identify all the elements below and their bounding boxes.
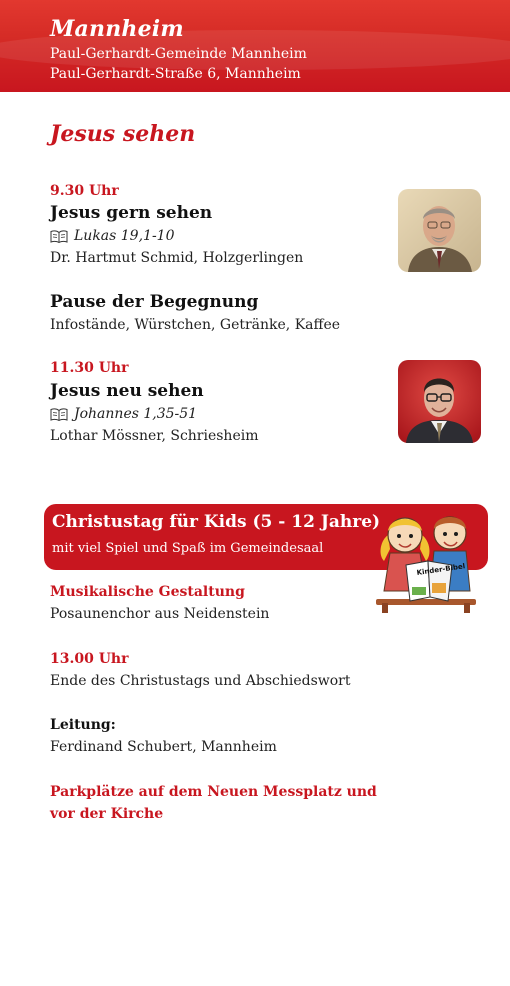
kids-subtitle: mit viel Spiel und Spaß im Gemeindesaal bbox=[52, 541, 324, 556]
book-icon bbox=[50, 230, 68, 243]
kids-illustration bbox=[370, 505, 482, 615]
talk-2-speaker: Lothar Mössner, Schriesheim bbox=[50, 428, 259, 444]
talk-1-reference-text: Lukas 19,1-10 bbox=[74, 228, 175, 244]
parking-line-2: vor der Kirche bbox=[50, 806, 164, 822]
kids-title: Christustag für Kids (5 - 12 Jahre) bbox=[52, 512, 381, 532]
talk-2-title: Jesus neu sehen bbox=[50, 381, 204, 401]
pause-title: Pause der Begegnung bbox=[50, 292, 259, 312]
leitung-label: Leitung: bbox=[50, 717, 116, 733]
book-icon bbox=[50, 408, 68, 421]
header-church-name: Paul-Gerhardt-Gemeinde Mannheim bbox=[50, 46, 307, 62]
talk-1-time: 9.30 Uhr bbox=[50, 183, 119, 199]
speaker-1-photo bbox=[398, 189, 481, 272]
closing-time: 13.00 Uhr bbox=[50, 651, 129, 667]
talk-1-reference bbox=[50, 228, 175, 244]
talk-2-reference-text: Johannes 1,35-51 bbox=[74, 406, 198, 422]
talk-1-title: Jesus gern sehen bbox=[50, 203, 213, 223]
pause-text: Infostände, Würstchen, Getränke, Kaffee bbox=[50, 317, 341, 333]
music-label: Musikalische Gestaltung bbox=[50, 584, 245, 600]
talk-2-reference bbox=[50, 406, 197, 422]
kids-book-label: Kinder-Bibel bbox=[416, 562, 466, 577]
talk-2-time: 11.30 Uhr bbox=[50, 360, 129, 376]
music-text: Posaunenchor aus Neidenstein bbox=[50, 606, 270, 622]
header-address: Paul-Gerhardt-Straße 6, Mannheim bbox=[50, 66, 301, 82]
section-title: Jesus sehen bbox=[50, 121, 196, 147]
parking-line-1: Parkplätze auf dem Neuen Messplatz und bbox=[50, 784, 377, 800]
talk-1-speaker: Dr. Hartmut Schmid, Holzgerlingen bbox=[50, 250, 304, 266]
header-title: Mannheim bbox=[50, 16, 184, 42]
leitung-text: Ferdinand Schubert, Mannheim bbox=[50, 739, 277, 755]
closing-text: Ende des Christustags und Abschiedswort bbox=[50, 673, 351, 689]
speaker-2-photo bbox=[398, 360, 481, 443]
